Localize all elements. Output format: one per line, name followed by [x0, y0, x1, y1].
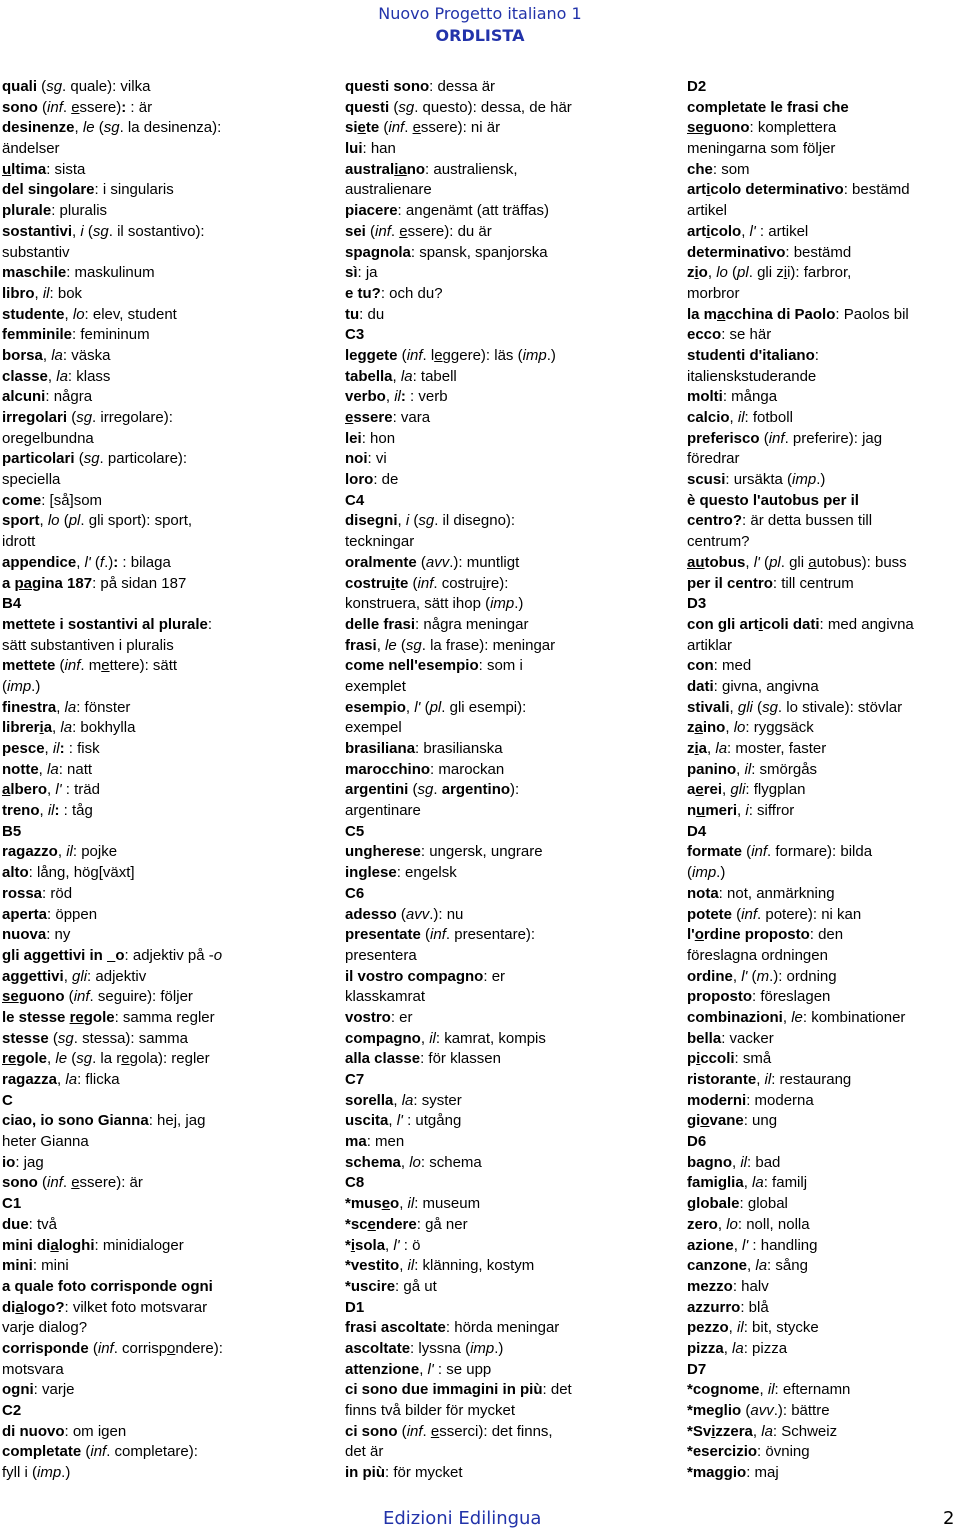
vocab-line: leggete (inf. leggere): läs (imp.) — [345, 346, 556, 364]
vocab-line: substantiv — [2, 243, 70, 261]
vocab-line: mettete (inf. mettere): sätt — [2, 657, 178, 675]
vocab-line: artiklar — [687, 636, 733, 654]
vocab-line: siete (inf. essere): ni är — [345, 119, 501, 137]
vocab-line: completate (inf. completare): — [2, 1443, 198, 1461]
vocab-line: D7 — [687, 1360, 707, 1378]
vocab-line: motsvara — [2, 1360, 64, 1378]
vocab-line: vostro: er — [345, 1008, 413, 1026]
vocab-line: artikel — [687, 202, 728, 220]
vocab-line: uscita, l' : utgång — [345, 1112, 462, 1130]
vocab-line: gli aggettivi in o: adjektiv på -o — [2, 946, 223, 964]
vocab-line: classe, la: klass — [2, 367, 111, 385]
vocab-line: exempel — [345, 719, 402, 737]
vocab-line: l'ordine proposto: den — [687, 926, 844, 944]
vocab-line: argentinare — [345, 802, 421, 820]
vocab-line: delle frasi: några meningar — [345, 615, 529, 633]
vocab-line: föreslagna ordningen — [687, 946, 828, 964]
vocab-line: come: [så]som — [2, 491, 103, 509]
vocab-line: ecco: se här — [687, 326, 772, 344]
vocab-line: zero, lo: noll, nolla — [687, 1215, 810, 1233]
vocab-line: australienare — [345, 181, 432, 199]
vocab-line: C5 — [345, 822, 365, 840]
vocab-line: lui: han — [345, 140, 396, 158]
vocab-line: inglese: engelsk — [345, 864, 457, 882]
vocab-line: presentera — [345, 946, 417, 964]
vocab-line: treno, il: : tåg — [2, 802, 93, 820]
vocab-line: irregolari (sg. irregolare): — [2, 409, 173, 426]
vocab-line: sostantivi, i (sg. il sostantivo): — [2, 222, 205, 240]
vocab-line: articolo determinativo: bestämd — [687, 181, 910, 199]
vocab-line: seguono (inf. seguire): följer — [2, 988, 193, 1006]
vocab-line: D2 — [687, 78, 707, 95]
vocab-line: sport, lo (pl. gli sport): sport, — [2, 512, 193, 530]
vocab-line: preferisco (inf. preferire): jag — [687, 429, 883, 447]
vocab-line: panino, il: smörgås — [687, 760, 818, 778]
vocab-line: *maggio: maj — [687, 1464, 779, 1482]
vocab-line: maschile: maskulinum — [2, 264, 155, 282]
vocab-line: scusi: ursäkta (imp.) — [687, 471, 826, 489]
book-title: Nuovo Progetto italiano 1 — [378, 4, 582, 23]
vocab-line: tabella, la: tabell — [345, 367, 457, 385]
vocab-line: canzone, la: sång — [687, 1257, 808, 1275]
vocab-line: oralmente (avv.): muntligt — [345, 553, 520, 571]
vocab-line: per il centro: till centrum — [687, 574, 854, 592]
vocab-line: centro?: är detta bussen till — [687, 512, 873, 530]
vocab-line: *vestito, il: klänning, kostym — [345, 1257, 535, 1275]
vocab-line: mezzo: halv — [687, 1277, 769, 1295]
vocab-line: questi (sg. questo): dessa, de här — [345, 98, 572, 116]
vocab-line: fyll i (imp.) — [2, 1464, 71, 1482]
vocab-line: le stesse regole: samma regler — [2, 1008, 215, 1026]
vocab-column-2 — [345, 77, 677, 1484]
vocab-line: femminile: femininum — [2, 326, 150, 344]
vocab-line: noi: vi — [345, 450, 387, 468]
vocab-line: ogni: varje — [2, 1381, 75, 1399]
vocab-line: loro: de — [345, 471, 399, 489]
vocab-line: moderni: moderna — [687, 1091, 814, 1109]
vocab-line: potete (inf. potere): ni kan — [687, 905, 862, 923]
vocab-line: a pagina 187: på sidan 187 — [2, 574, 187, 592]
vocab-line: essere: vara — [345, 409, 431, 426]
vocab-line: sono (inf. essere): är — [2, 1174, 143, 1192]
vocab-line: proposto: föreslagen — [687, 988, 831, 1006]
vocab-line: borsa, la: väska — [2, 346, 111, 364]
vocab-line: desinenze, le (sg. la desinenza): — [2, 119, 222, 137]
vocab-line: ordine, l' (m.): ordning — [687, 967, 837, 985]
vocab-line: sei (inf. essere): du är — [345, 222, 492, 240]
vocab-line: seguono: komplettera — [687, 119, 837, 137]
vocab-line: autobus, l' (pl. gli autobus): buss — [687, 553, 907, 571]
vocab-line: giovane: ung — [687, 1112, 778, 1130]
vocab-line: finns två bilder för mycket — [345, 1402, 516, 1419]
vocab-line: nuova: ny — [2, 926, 71, 944]
vocab-line: frasi ascoltate: hörda meningar — [345, 1319, 560, 1337]
vocab-line: ungherese: ungersk, ungrare — [345, 843, 543, 861]
vocab-line: C — [2, 1091, 13, 1109]
section-title: ORDLISTA — [435, 26, 525, 45]
vocab-line: heter Gianna — [2, 1133, 89, 1151]
vocab-line: ragazzo, il: pojke — [2, 843, 118, 861]
vocab-line: marocchino: marockan — [345, 760, 505, 778]
vocab-line: in più: för mycket — [345, 1464, 463, 1482]
page-number: 2 — [943, 1508, 955, 1529]
vocab-line: piccoli: små — [687, 1050, 772, 1068]
vocab-line: quali (sg. quale): vilka — [2, 78, 151, 95]
vocab-line: klasskamrat — [345, 988, 426, 1006]
vocab-line: varje dialog? — [2, 1319, 88, 1337]
vocab-column-3 — [687, 77, 959, 1484]
vocab-line: io: jag — [2, 1153, 44, 1171]
vocab-line: D4 — [687, 822, 707, 840]
vocab-line: C7 — [345, 1071, 365, 1088]
vocab-line: con: med — [687, 657, 752, 675]
vocab-line: sorella, la: syster — [345, 1091, 462, 1109]
vocab-line: adesso (avv.): nu — [345, 905, 464, 923]
vocab-line: *isola, l' : ö — [345, 1236, 421, 1254]
vocab-line: ristorante, il: restaurang — [687, 1071, 852, 1088]
vocab-line: il vostro compagno: er — [345, 967, 506, 985]
vocab-line: notte, la: natt — [2, 760, 93, 778]
vocab-line: (imp.) — [2, 677, 41, 695]
vocab-line: compagno, il: kamrat, kompis — [345, 1029, 546, 1047]
vocab-line: aperta: öppen — [2, 905, 98, 923]
vocab-line: finestra, la: fönster — [2, 698, 131, 716]
vocab-line: C6 — [345, 884, 365, 902]
vocab-line: meningarna som följer — [687, 140, 836, 158]
vocab-line: a quale foto corrisponde ogni — [2, 1277, 213, 1295]
vocab-line: aggettivi, gli: adjektiv — [2, 967, 147, 985]
vocab-line: *cognome, il: efternamn — [687, 1381, 851, 1399]
vocab-line: D6 — [687, 1133, 707, 1151]
vocab-line: alto: lång, hög[växt] — [2, 864, 135, 882]
vocab-line: pesce, il: : fisk — [2, 740, 100, 757]
vocab-line: spagnola: spansk, spanjorska — [345, 243, 548, 261]
vocab-line: del singolare: i singularis — [2, 181, 174, 199]
vocab-line: italienskstuderande — [687, 367, 817, 385]
vocab-line: pizza, la: pizza — [687, 1339, 788, 1357]
vocab-line: libro, il: bok — [2, 284, 83, 302]
vocab-line: dialogo?: vilket foto motsvarar — [2, 1298, 208, 1316]
vocab-line: piacere: angenämt (att träffas) — [345, 202, 550, 220]
vocab-line: con gli articoli dati: med angivna — [687, 615, 914, 633]
vocab-line: aerei, gli: flygplan — [687, 781, 806, 799]
page-header — [0, 3, 960, 47]
vocab-line: C4 — [345, 491, 365, 509]
vocab-line: schema, lo: schema — [345, 1153, 482, 1171]
vocab-line: sono (inf. essere): : är — [2, 98, 153, 116]
vocab-line: mini: mini — [2, 1257, 69, 1275]
vocab-line: studente, lo: elev, student — [2, 305, 177, 323]
vocab-line: zia, la: moster, faster — [687, 740, 827, 757]
vocab-line: ändelser — [2, 140, 60, 158]
vocab-line: calcio, il: fotboll — [687, 409, 793, 426]
vocab-line: particolari (sg. particolare): — [2, 450, 188, 468]
vocab-line: azione, l' : handling — [687, 1236, 818, 1254]
vocab-line: la macchina di Paolo: Paolos bil — [687, 305, 909, 323]
vocab-line: due: två — [2, 1215, 58, 1233]
vocab-line: C8 — [345, 1174, 365, 1192]
vocab-line: rossa: röd — [2, 884, 73, 902]
vocab-line: stesse (sg. stessa): samma — [2, 1029, 188, 1047]
vocab-line: ultima: sista — [2, 160, 86, 178]
vocab-line: tu: du — [345, 305, 385, 323]
vocab-line: albero, l' : träd — [2, 781, 100, 799]
vocab-line: numeri, i: siffror — [687, 802, 795, 820]
vocab-line: C3 — [345, 326, 365, 344]
vocab-line: combinazioni, le: kombinationer — [687, 1008, 906, 1026]
vocab-line: mettete i sostantivi al plurale: — [2, 615, 213, 633]
vocab-line: esempio, l' (pl. gli esempi): — [345, 698, 527, 716]
vocab-line: morbror — [687, 284, 740, 302]
vocab-line: *uscire: gå ut — [345, 1277, 437, 1295]
vocab-line: ma: men — [345, 1133, 405, 1151]
vocab-line: frasi, le (sg. la frase): meningar — [345, 636, 556, 654]
vocab-line: oregelbundna — [2, 429, 94, 447]
vocab-line: appendice, l' (f.): : bilaga — [2, 553, 171, 571]
vocab-line: ragazza, la: flicka — [2, 1071, 120, 1088]
vocab-line: è questo l'autobus per il — [687, 491, 859, 509]
vocab-line: D3 — [687, 595, 707, 613]
vocab-line: molti: många — [687, 388, 778, 406]
vocab-line: famiglia, la: familj — [687, 1174, 808, 1192]
vocab-line: bella: vacker — [687, 1029, 774, 1047]
vocab-line: plurale: pluralis — [2, 202, 108, 220]
vocab-line: studenti d'italiano: — [687, 346, 819, 364]
vocab-line: D1 — [345, 1298, 365, 1316]
vocab-line: dati: givna, angivna — [687, 677, 819, 695]
vocab-line: verbo, il: : verb — [345, 388, 448, 406]
vocab-line: nota: not, anmärkning — [687, 884, 835, 902]
vocab-line: costruite (inf. costruire): — [345, 574, 509, 592]
vocab-line: C1 — [2, 1195, 22, 1213]
vocab-line: idrott — [2, 533, 36, 551]
vocab-line: teckningar — [345, 533, 415, 551]
vocab-line: e tu?: och du? — [345, 284, 443, 302]
vocab-line: regole, le (sg. la regola): regler — [2, 1050, 210, 1068]
vocab-line: di nuovo: om igen — [2, 1422, 127, 1440]
vocab-line: B5 — [2, 822, 22, 840]
vocab-line: presentate (inf. presentare): — [345, 926, 536, 944]
vocab-line: exemplet — [345, 677, 406, 695]
vocab-line: *Svizzera, la: Schweiz — [687, 1422, 838, 1440]
vocab-line: lei: hon — [345, 429, 396, 447]
vocab-line: föredrar — [687, 450, 740, 468]
vocab-line: zaino, lo: ryggsäck — [687, 719, 814, 737]
vocab-line: completate le frasi che — [687, 98, 849, 116]
vocab-column-1 — [2, 77, 334, 1484]
vocab-line: disegni, i (sg. il disegno): — [345, 512, 516, 530]
vocab-line: alcuni: några — [2, 388, 93, 406]
vocab-line: globale: global — [687, 1195, 788, 1213]
vocab-line: (imp.) — [687, 864, 726, 882]
vocab-line: formate (inf. formare): bilda — [687, 843, 873, 861]
vocab-line: bagno, il: bad — [687, 1153, 781, 1171]
vocab-line: B4 — [2, 595, 22, 613]
vocab-line: speciella — [2, 471, 61, 489]
vocab-line: determinativo: bestämd — [687, 243, 852, 261]
vocab-line: ci sono (inf. esserci): det finns, — [345, 1422, 553, 1440]
vocab-line: alla classe: för klassen — [345, 1050, 501, 1068]
vocab-line: konstruera, sätt ihop (imp.) — [345, 595, 524, 613]
vocab-line: argentini (sg. argentino): — [345, 781, 520, 799]
vocab-line: stivali, gli (sg. lo stivale): stövlar — [687, 698, 903, 716]
vocab-line: articolo, l' : artikel — [687, 222, 809, 240]
vocab-line: libreria, la: bokhylla — [2, 719, 136, 737]
vocab-line: sätt substantiven i pluralis — [2, 636, 174, 654]
vocab-line: come nell'esempio: som i — [345, 657, 523, 675]
vocab-line: corrisponde (inf. corrispondere): — [2, 1339, 223, 1357]
vocab-line: pezzo, il: bit, stycke — [687, 1319, 819, 1337]
publisher-name: Edizioni Edilingua — [383, 1508, 542, 1529]
vocab-line: centrum? — [687, 533, 750, 551]
vocab-line: ascoltate: lyssna (imp.) — [345, 1339, 504, 1357]
vocab-line: brasiliana: brasilianska — [345, 740, 503, 757]
vocab-line: *scendere: gå ner — [345, 1215, 468, 1233]
vocab-line: C2 — [2, 1402, 22, 1419]
vocab-line: ci sono due immagini in più: det — [345, 1381, 572, 1399]
vocab-line: *meglio (avv.): bättre — [687, 1402, 830, 1419]
vocab-line: ciao, io sono Gianna: hej, jag — [2, 1112, 206, 1130]
vocab-line: australiano: australiensk, — [345, 160, 518, 178]
vocab-line: *esercizio: övning — [687, 1443, 810, 1461]
vocab-line: *museo, il: museum — [345, 1195, 481, 1213]
vocab-line: azzurro: blå — [687, 1298, 769, 1316]
vocab-line: che: som — [687, 160, 750, 178]
vocab-line: sì: ja — [345, 264, 378, 282]
vocab-line: questi sono: dessa är — [345, 78, 496, 95]
vocab-line: attenzione, l' : se upp — [345, 1360, 492, 1378]
vocab-line: mini dialoghi: minidialoger — [2, 1236, 184, 1254]
vocab-line: zio, lo (pl. gli zii): farbror, — [687, 264, 852, 282]
vocab-line: det är — [345, 1443, 384, 1461]
